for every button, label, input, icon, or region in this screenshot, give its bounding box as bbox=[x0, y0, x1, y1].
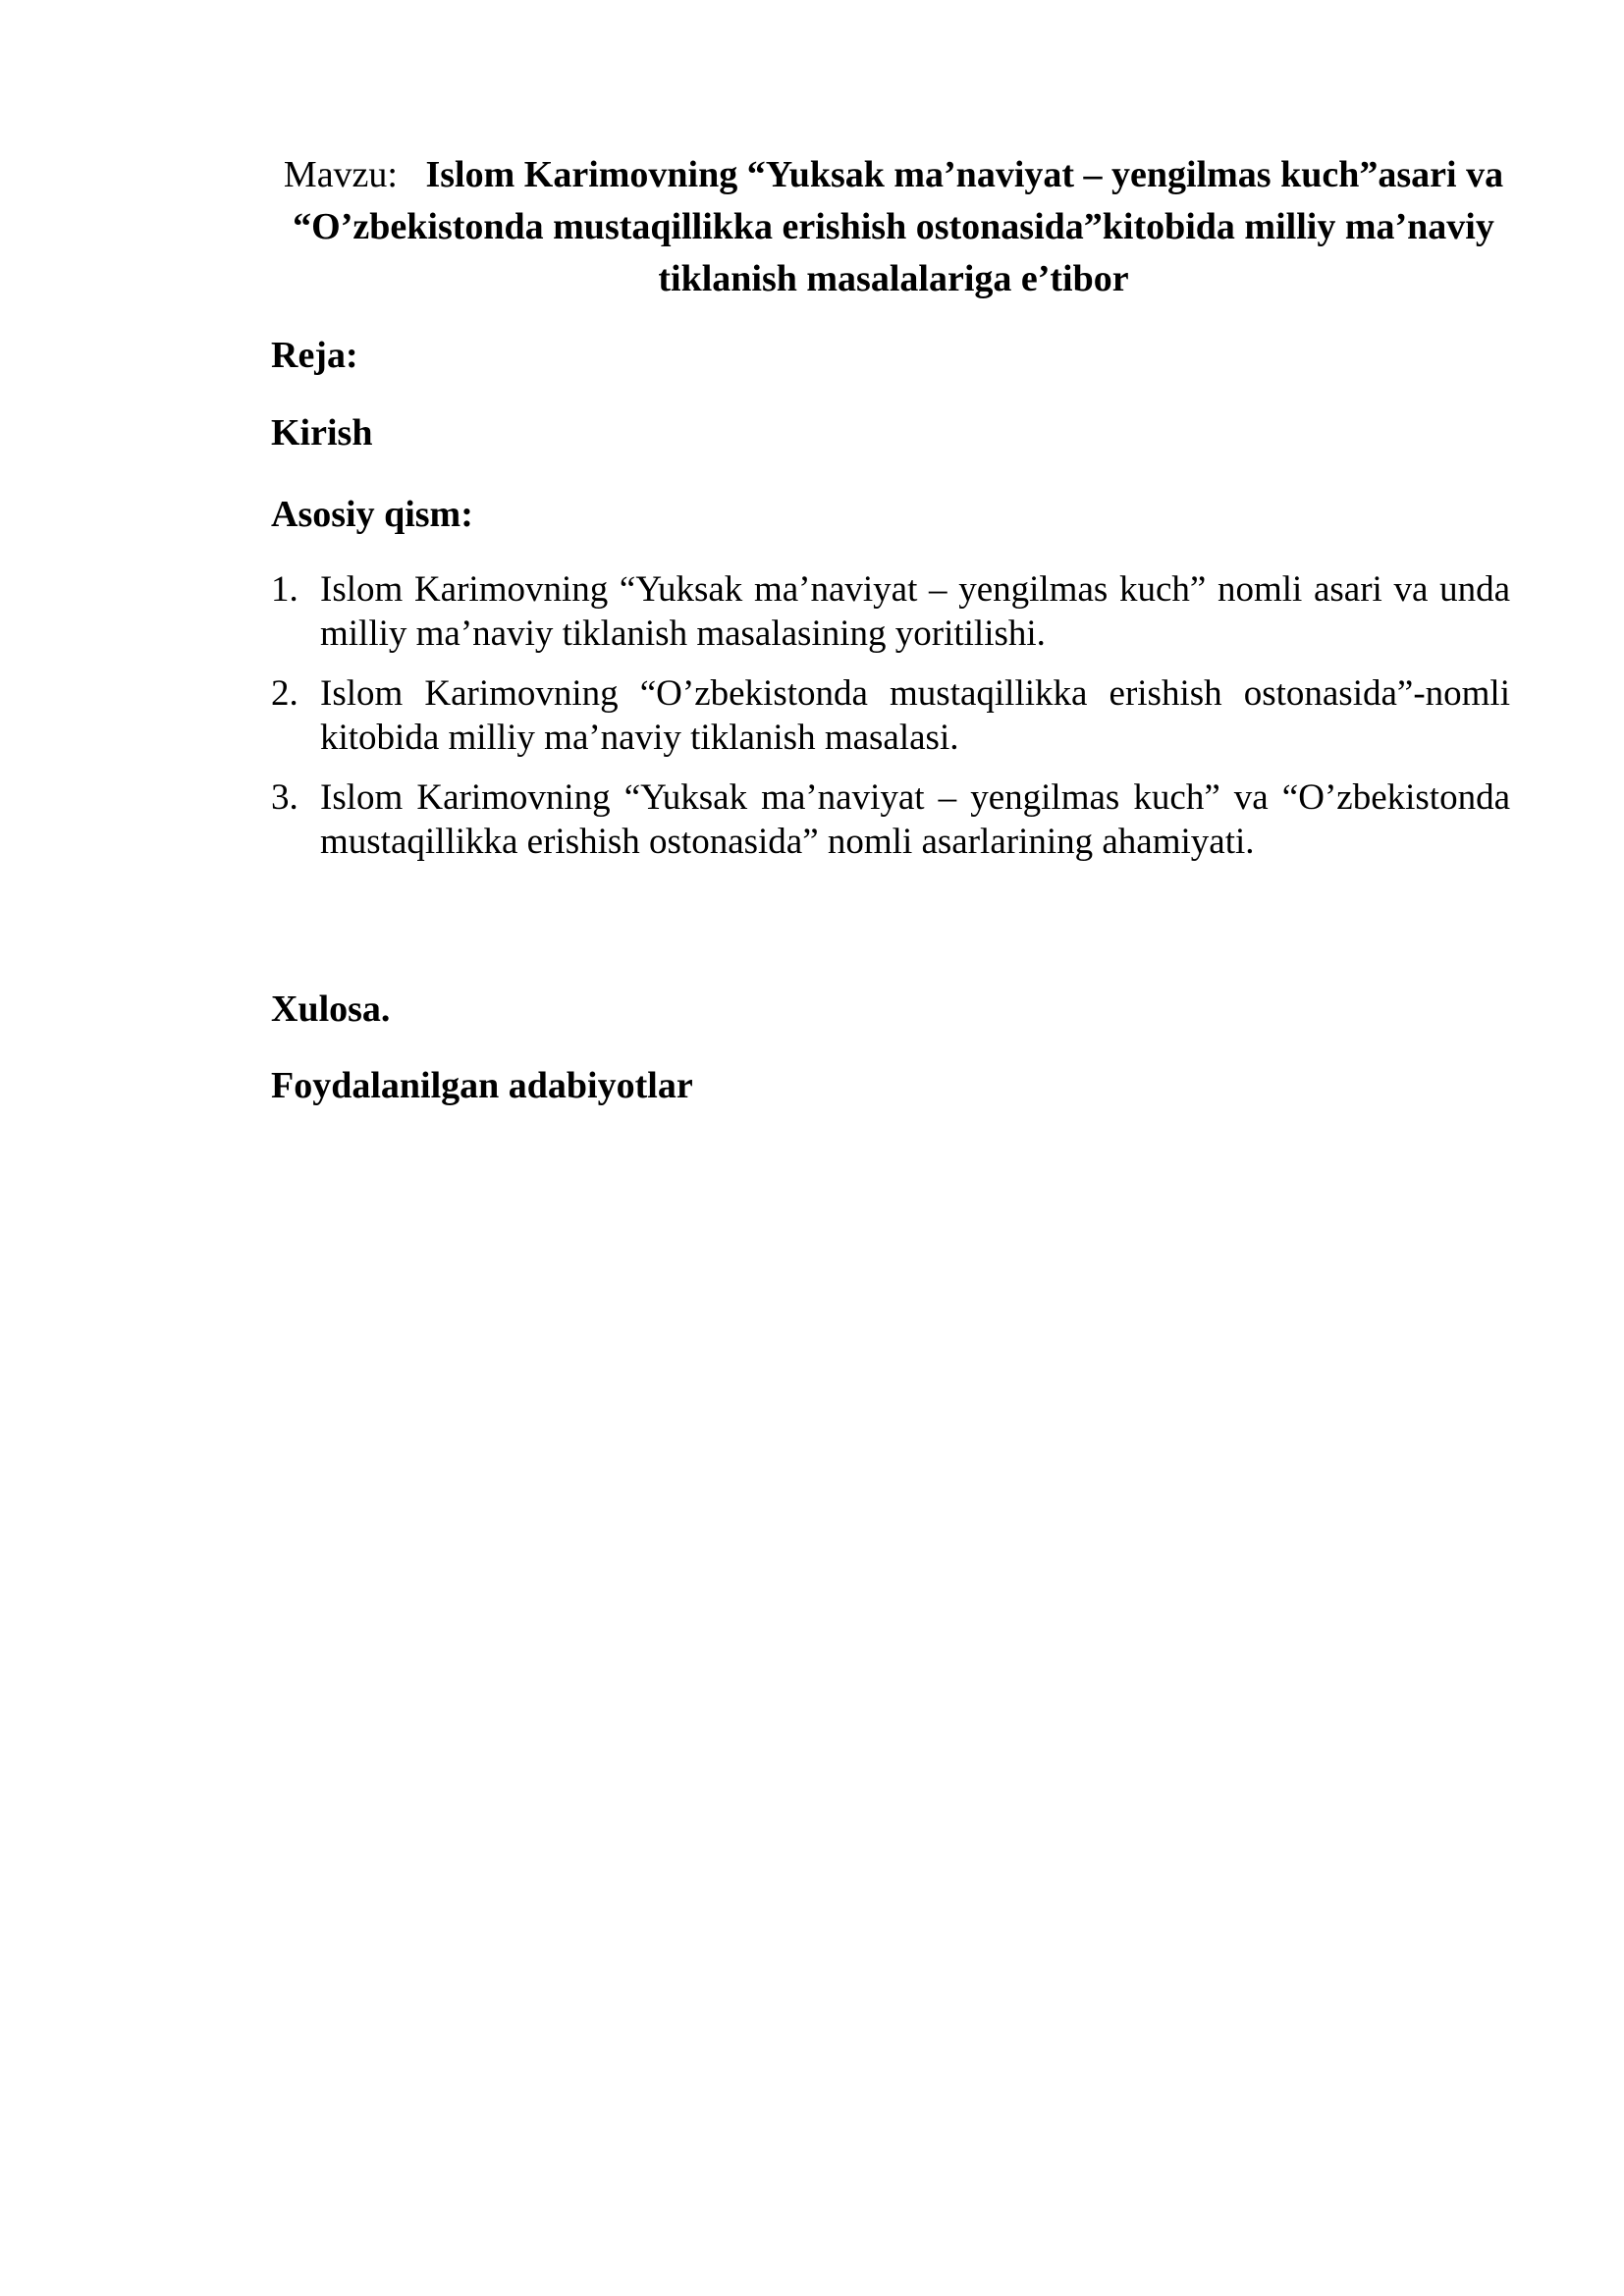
heading-reja: Reja: bbox=[271, 335, 358, 376]
document-title bbox=[265, 149, 1522, 305]
plan-list-item bbox=[271, 567, 1510, 656]
plan-item-text: Islom Karimovning “Yuksak ma’naviyat – yengilmas kuch” va “O’zbekistonda mustaqillikka erishish ostonasida” nomli asarlarining ahamiyati. bbox=[320, 777, 1510, 862]
title-prefix: Mavzu: bbox=[283, 154, 398, 195]
plan-list-item bbox=[271, 775, 1510, 864]
heading-xulosa: Xulosa. bbox=[271, 988, 391, 1030]
heading-kirish: Kirish bbox=[271, 412, 373, 454]
plan-item-number: 1. bbox=[271, 569, 298, 610]
plan-item-number: 2. bbox=[271, 673, 298, 714]
plan-list bbox=[271, 567, 1510, 880]
plan-list-item bbox=[271, 671, 1510, 760]
title-text: Islom Karimovning “Yuksak ma’naviyat – yengilmas kuch”asari va “O’zbekistonda mustaqillikka erishish ostonasida”kitobida milliy ma’naviy tiklanish masalalariga e’tibor bbox=[293, 154, 1504, 299]
heading-foydalanilgan-adabiyotlar: Foydalanilgan adabiyotlar bbox=[271, 1065, 693, 1106]
plan-item-text: Islom Karimovning “Yuksak ma’naviyat – yengilmas kuch” nomli asari va unda milliy ma’naviy tiklanish masalasining yoritilishi. bbox=[320, 569, 1510, 654]
heading-asosiy-qism: Asosiy qism: bbox=[271, 494, 473, 535]
plan-item-number: 3. bbox=[271, 777, 298, 818]
plan-item-text: Islom Karimovning “O’zbekistonda mustaqillikka erishish ostonasida”-nomli kitobida milliy ma’naviy tiklanish masalasi. bbox=[320, 673, 1510, 758]
